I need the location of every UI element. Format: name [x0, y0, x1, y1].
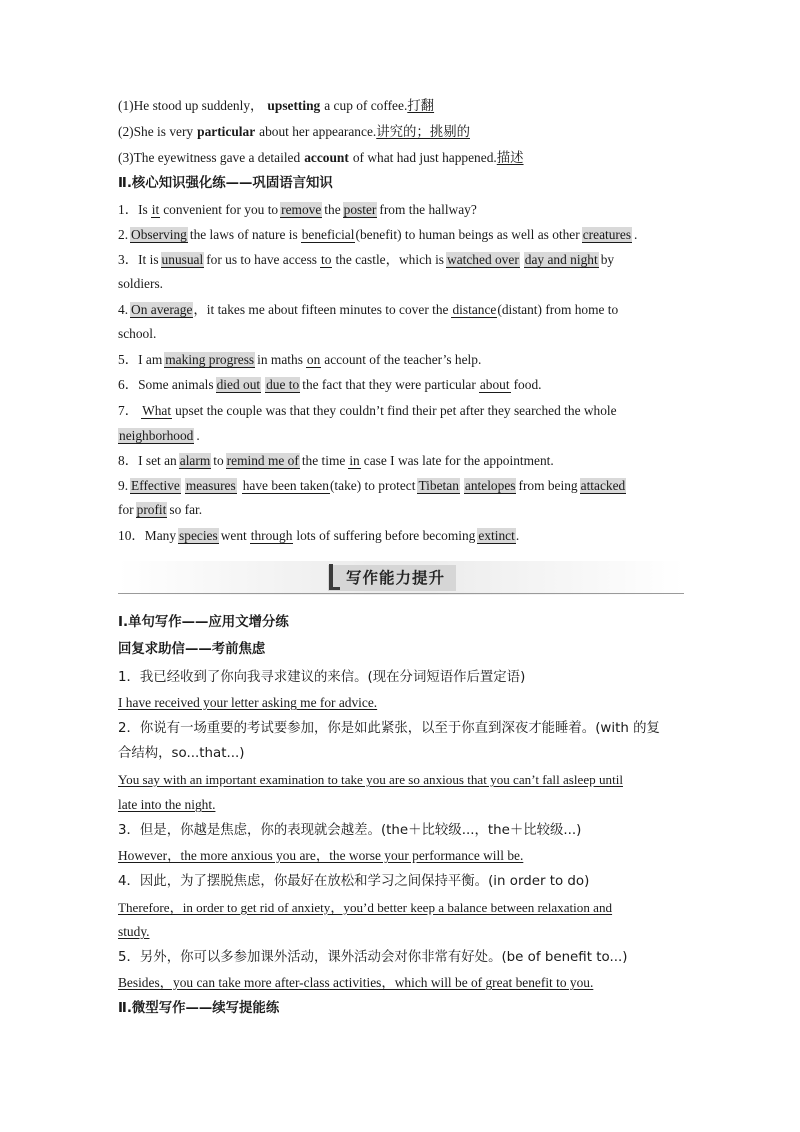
exercise-text: 2. [118, 227, 129, 242]
bookmark-icon [328, 563, 340, 591]
exercise-text: ，it takes me about fifteen minutes to cover the [193, 302, 449, 317]
answer-highlight: poster [343, 202, 377, 217]
vocab-item-2 [118, 122, 688, 143]
writing-answer-2-cont: late into the night. [118, 797, 216, 812]
vocab-meaning: 讲究的；挑剔的 [376, 125, 470, 140]
writing-prompt-5: 5．另外，你可以多参加课外活动，课外活动会对你非常有好处。(be of benefit to...) [118, 950, 628, 965]
exercise-text: 10．Many [118, 528, 177, 543]
writing-topic: 回复求助信——考前焦虑 [118, 642, 266, 657]
exercise-9-cont [118, 500, 688, 520]
exercise-9 [118, 476, 688, 496]
exercise-text: 3．It is [118, 252, 159, 267]
exercise-6 [118, 375, 688, 395]
exercise-text: (take) to protect [329, 478, 416, 493]
vocab-item-1 [118, 96, 688, 117]
exercise-5 [118, 350, 688, 370]
answer-highlight: Effective [131, 478, 180, 493]
banner-rule [118, 593, 684, 594]
answer-blank: to [321, 252, 332, 267]
answer-blank: on [306, 352, 321, 367]
answer-highlight: died out [216, 377, 261, 392]
answer-highlight: remove [281, 202, 322, 217]
exercise-text: (benefit) to human beings as well as other [355, 227, 580, 242]
answer-highlight: day and night [524, 252, 598, 267]
writing-answer-3: However，the more anxious you are，the worse your performance will be. [118, 848, 524, 863]
exercise-text: food. [513, 377, 542, 392]
exercise-text: 1．Is [118, 202, 148, 217]
writing-answer-2: You say with an important examination to take you are so anxious that you can’t fall asleep until [118, 772, 623, 787]
vocab-sentence-end: about her appearance. [259, 124, 377, 139]
vocab-sentence-end: of what had just happened. [352, 150, 497, 165]
exercise-text: 4. [118, 302, 129, 317]
vocab-keyword: particular [197, 124, 256, 139]
exercise-text: 5．I am [118, 352, 163, 367]
answer-highlight: creatures [582, 227, 632, 242]
exercise-text: 9. [118, 478, 129, 493]
exercise-text: the [324, 202, 341, 217]
answer-highlight: Tibetan [418, 478, 459, 493]
section-heading-writing: Ⅰ.单句写作——应用文增分练 [118, 615, 289, 630]
exercise-text: in maths [257, 352, 303, 367]
exercise-3-cont [118, 274, 688, 294]
answer-highlight: unusual [161, 252, 204, 267]
exercise-7 [118, 401, 688, 421]
answer-highlight: species [179, 528, 218, 543]
writing-prompt-2: 2．你说有一场重要的考试要参加，你是如此紧张，以至于你直到深夜才能睡着。(with 的复 [118, 721, 660, 736]
exercise-text: from being [518, 478, 578, 493]
exercise-text: by [600, 252, 615, 267]
exercise-text: the time [301, 453, 346, 468]
writing-prompt-1: 1．我已经收到了你向我寻求建议的来信。(现在分词短语作后置定语) [118, 670, 526, 685]
exercise-text: 7． [118, 403, 139, 418]
exercise-text: convenient for you to [163, 202, 279, 217]
answer-highlight: watched over [447, 252, 519, 267]
exercise-4 [118, 300, 688, 320]
exercise-text: the laws of nature is [189, 227, 298, 242]
vocab-meaning: 打翻 [407, 99, 435, 114]
exercise-text: 8．I set an [118, 453, 177, 468]
exercise-text: the fact that they were particular [302, 377, 476, 392]
answer-highlight: alarm [179, 453, 211, 468]
answer-blank: distance [452, 302, 497, 317]
exercise-10 [118, 526, 688, 546]
writing-answer-1: I have received your letter asking me for advice. [118, 695, 378, 710]
answer-highlight: remind me of [226, 453, 299, 468]
answer-highlight: making progress [165, 352, 255, 367]
exercise-text: went [220, 528, 247, 543]
exercise-text: (distant) from home to [497, 302, 619, 317]
answer-blank: beneficial [301, 227, 355, 242]
vocab-sentence-end: a cup of coffee. [324, 98, 408, 113]
exercise-text: lots of suffering before becoming [296, 528, 476, 543]
vocab-keyword: upsetting [267, 98, 321, 113]
vocab-item-3 [118, 148, 688, 169]
exercise-text: for us to have access [206, 252, 318, 267]
exercise-4-cont [118, 324, 688, 344]
exercise-3 [118, 250, 688, 270]
vocab-keyword: account [304, 150, 349, 165]
answer-highlight: measures [185, 478, 236, 493]
exercise-text: . [515, 528, 520, 543]
answer-highlight: attacked [580, 478, 626, 493]
writing-prompt-2-cont: 合结构，so...that...) [118, 746, 245, 761]
answer-highlight: profit [136, 502, 167, 517]
exercise-text: . [196, 428, 200, 443]
vocab-sentence-start: (1)He stood up suddenly， [118, 98, 264, 113]
exercise-text: . [634, 227, 638, 242]
exercise-text: case I was late for the appointment. [363, 453, 554, 468]
exercise-7-cont [118, 426, 688, 446]
exercise-text: for [118, 502, 134, 517]
writing-answer-4: Therefore，in order to get rid of anxiety，you’d better keep a balance between relaxation and [118, 900, 613, 915]
answer-blank: What [142, 403, 172, 418]
vocab-meaning: 描述 [496, 151, 524, 166]
section-heading-micro: Ⅱ.微型写作——续写提能练 [118, 1001, 280, 1016]
exercise-text: 6．Some animals [118, 377, 214, 392]
writing-answer-4-cont: study. [118, 924, 150, 939]
writing-answer-5: Besides，you can take more after-class activities，which will be of great benefit to you. [118, 975, 594, 990]
exercise-text: the castle，which is [335, 252, 445, 267]
exercise-text: account of the teacher’s help. [324, 352, 482, 367]
exercise-1 [118, 200, 688, 220]
answer-blank: about [479, 377, 510, 392]
answer-highlight: Observing [131, 227, 187, 242]
exercise-8 [118, 451, 688, 471]
answer-highlight: due to [266, 377, 300, 392]
exercise-text: to [213, 453, 224, 468]
answer-highlight: extinct [478, 528, 515, 543]
answer-blank: through [250, 528, 293, 543]
answer-highlight: On average [131, 302, 193, 317]
exercise-text: school. [118, 326, 157, 341]
exercise-text: from the hallway? [379, 202, 477, 217]
answer-blank: it [151, 202, 160, 217]
section-heading-core: Ⅱ.核心知识强化练——巩固语言知识 [118, 176, 333, 191]
answer-blank: have been taken [242, 478, 329, 493]
vocab-sentence-start: (2)She is very [118, 124, 194, 139]
writing-prompt-4: 4．因此，为了摆脱焦虑，你最好在放松和学习之间保持平衡。(in order to do) [118, 874, 590, 889]
section-banner [118, 557, 684, 595]
answer-blank: in [349, 453, 360, 468]
exercise-2 [118, 225, 688, 245]
exercise-text: upset the couple was that they couldn’t find their pet after they searched the whole [175, 403, 617, 418]
answer-highlight: neighborhood [119, 428, 194, 443]
writing-prompt-3: 3．但是，你越是焦虑，你的表现就会越差。(the＋比较级...，the＋比较级...) [118, 823, 582, 838]
exercise-text: soldiers. [118, 276, 164, 291]
exercise-text: so far. [169, 502, 203, 517]
banner-title: 写作能力提升 [346, 569, 446, 587]
answer-highlight: antelopes [464, 478, 516, 493]
vocab-sentence-start: (3)The eyewitness gave a detailed [118, 150, 301, 165]
